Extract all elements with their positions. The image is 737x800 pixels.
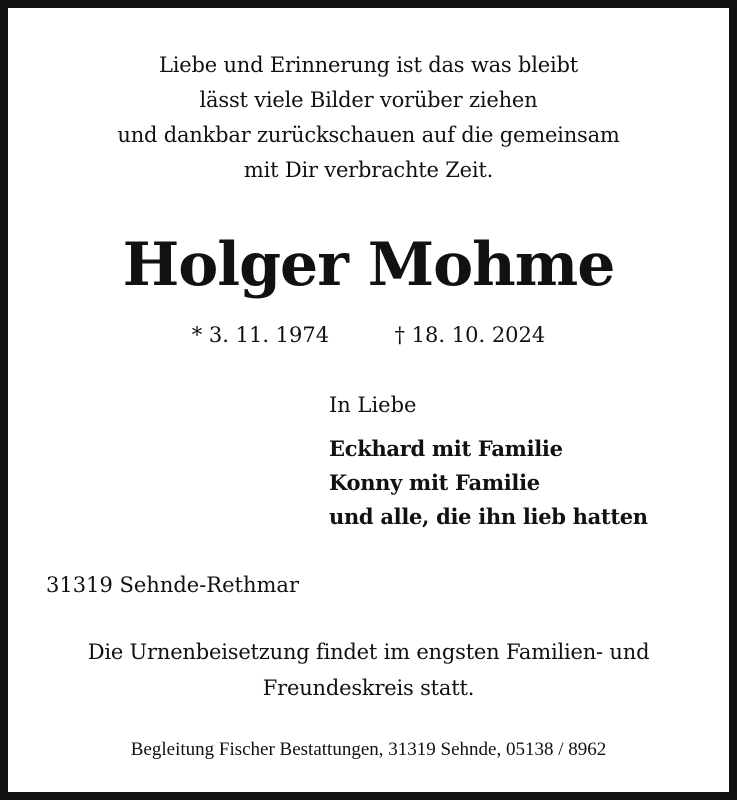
mourner-line: Eckhard mit Familie [329, 436, 563, 461]
urn-notice-line: Die Urnenbeisetzung findet im engsten Familien- und [87, 640, 650, 664]
life-dates [8, 320, 729, 350]
location-text: 31319 Sehnde-Rethmar [46, 573, 299, 597]
poem-line: lässt viele Bilder vorüber ziehen [199, 88, 538, 112]
poem-line: mit Dir verbrachte Zeit. [243, 158, 494, 182]
poem-line: und dankbar zurückschauen auf die gemeinsam [117, 123, 620, 147]
mourner-line: und alle, die ihn lieb hatten [329, 504, 648, 529]
death-date: † 18. 10. 2024 [394, 323, 546, 347]
mourners-list [329, 432, 648, 534]
deceased-name: Holger Mohme [122, 230, 615, 300]
mourner-line: Konny mit Familie [329, 470, 540, 495]
birth-date: * 3. 11. 1974 [191, 323, 330, 347]
memorial-poem [8, 48, 729, 188]
poem-line: Liebe und Erinnerung ist das was bleibt [159, 53, 578, 77]
undertaker-line: Begleitung Fischer Bestattungen, 31319 Sehnde, 05138 / 8962 [130, 739, 607, 760]
urn-burial-notice [8, 634, 729, 706]
mourners-intro: In Liebe [329, 393, 417, 417]
urn-notice-line: Freundeskreis statt. [262, 676, 475, 700]
